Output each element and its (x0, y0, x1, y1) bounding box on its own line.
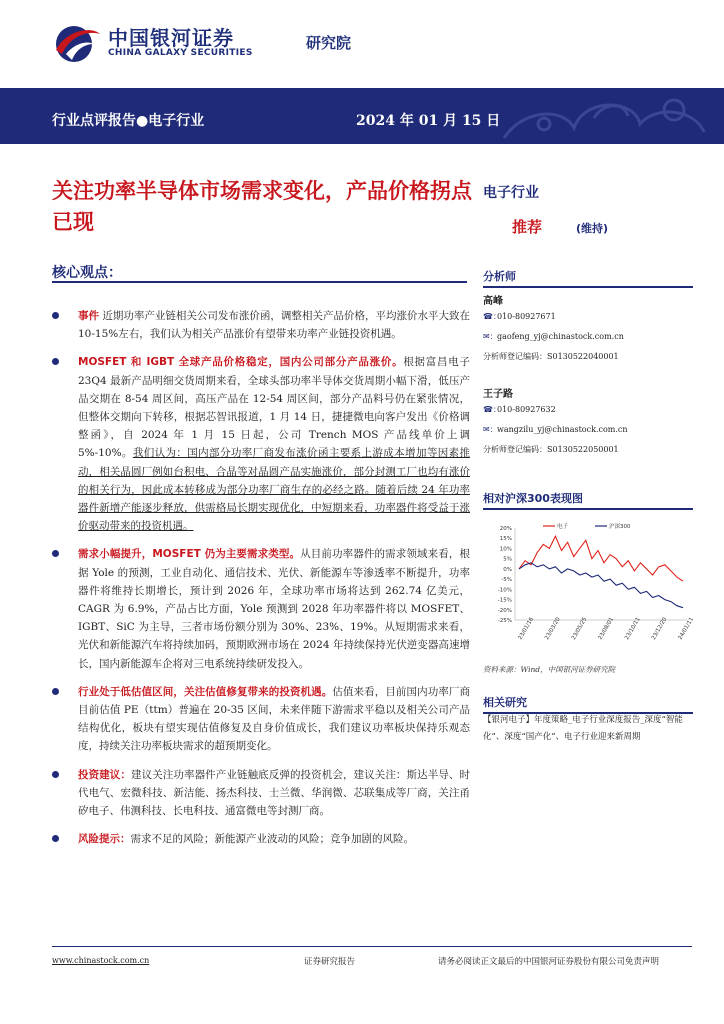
brand-header (52, 18, 352, 68)
report-title: 关注功率半导体市场需求变化，产品价格拐点已现 (52, 179, 472, 234)
chart-divider (483, 508, 693, 510)
report-date: 2024 年 01 月 15 日 (356, 113, 501, 129)
bullet-lead: 投资建议： (78, 768, 131, 781)
legend-label: 电子 (557, 524, 569, 530)
email-link[interactable]: gaofeng_yj@chinastock.com.cn (497, 331, 624, 341)
analyst-name: 王子路 (483, 388, 513, 400)
chart-section (483, 490, 693, 510)
analyst-phone (483, 400, 693, 420)
bullet-text: 根据富昌电子 23Q4 最新产品明细交货周期来看，全球头部功率半导体交货周期小幅下滑，低压产品交期在 8-54 周区间，高压产品在 12-54 周区间，部分产品料号仍在紧张情况，但整体交期向下转移，根据芯智讯报道，1 月 14 日，捷捷微电向客户发出《价格调整函》，自 2024 年 1 月 15 日起，公司 Trench MOS 产品线单价上调 5%-10%。 (78, 356, 471, 460)
phone-icon: ☎： (483, 404, 501, 414)
brand-division: 研究院 (306, 34, 352, 52)
phone-value: 010-80927632 (497, 404, 556, 414)
bullet-lead: 行业处于低估值区间，关注估值修复带来的投资机遇。 (78, 685, 333, 698)
report-banner (0, 88, 724, 144)
x-tick-label: 23/03/20 (544, 616, 562, 641)
analyst-email[interactable] (483, 327, 693, 347)
analyst-header: 分析师 (483, 270, 516, 283)
bullet-risk (52, 830, 470, 848)
bullet-lead: MOSFET 和 IGBT 全球产品价格稳定，国内公司部分产品涨价。 (78, 356, 404, 369)
bullet-underlined: 我们认为：国内部分功率厂商发布涨价函主要系上游成本增加等因素推动，相关晶圆厂例如台积电、合晶等对晶圆产品实施涨价，部分封测工厂也均有涨价的相关行为，因此成本转移成为部分功率厂商生存的必经之路。随着后续 24 年功率器件新增产能逐步释放，供需格局长期实现优化，中短期来看，功率器件将受益于涨价驱动带来的投资机遇。 (78, 447, 471, 533)
core-bullets (52, 307, 470, 858)
core-view-title: 核心观点： (52, 265, 122, 281)
footer-url[interactable]: www.chinastock.com.cn (52, 956, 150, 965)
y-tick-label: 0% (503, 566, 512, 573)
y-tick-label: -5% (501, 577, 512, 584)
y-tick-label: -20% (497, 607, 512, 614)
rating-label: 推荐 (512, 218, 543, 236)
x-tick-label: 23/01/16 (517, 616, 536, 641)
bullet-event (52, 307, 470, 343)
bullet-demand (52, 545, 470, 672)
y-tick-label: 15% (499, 536, 512, 543)
bullet-advice (52, 766, 470, 821)
bullet-valuation (52, 683, 470, 756)
related-report-link[interactable]: 【银河电子】年度策略_电子行业深度报告_深度“智能化”、深度“国产化”、电子行业迎来新周期 (483, 715, 683, 742)
x-tick-label: 23/12/20 (650, 616, 669, 641)
brand-en-name: CHINA GALAXY SECURITIES (108, 48, 253, 58)
y-tick-label: -15% (497, 597, 512, 604)
y-tick-label: 20% (499, 526, 512, 532)
footer-divider (52, 946, 692, 947)
x-tick-label: 23/08/01 (597, 616, 616, 641)
bullet-text: 近期功率产业链相关公司发布涨价函，调整相关产品价格，平均涨价水平大致在 10-15%左右，我们认为相关产品涨价有望带来功率产业链投资机遇。 (78, 310, 471, 341)
relative-performance-chart (483, 522, 696, 652)
series-line-电子 (519, 536, 683, 581)
series-line-沪深300 (519, 563, 683, 608)
bullet-price (52, 353, 470, 535)
footer-report-type: 证券研究报告 (304, 957, 356, 967)
report-type: 行业点评报告●电子行业 (52, 113, 205, 129)
y-tick-label: -25% (497, 618, 512, 624)
rating-note: (维持) (576, 222, 609, 235)
chart-header: 相对沪深300表现图 (483, 492, 583, 505)
footer-disclaimer: 请务必阅读正文最后的中国银河证券股份有限公司免责声明 (438, 957, 660, 967)
bullet-dot-icon (52, 835, 59, 842)
chart-source: 资料来源：Wind，中国银河证券研究院 (483, 665, 616, 674)
bullet-dot-icon (52, 358, 59, 365)
brand-cn-name: 中国银河证券 (108, 26, 234, 50)
analyst-name: 高峰 (483, 295, 503, 307)
y-tick-label: 5% (503, 556, 512, 563)
email-link[interactable]: wangzilu_yj@chinastock.com.cn (497, 424, 628, 434)
bullet-lead: 事件 (78, 310, 100, 322)
bullet-text: 从目前功率器件的需求领域来看，根据 Yole 的预测，工业自动化、通信技术、光伏、新能源车等渗透率不断提升，功率器件将维持长期增长，预计到 2026 年，全球功率市场将达到 262.74 亿美元，CAGR 为 6.9%，产品占比方面，Yole 预测到 2028 年功率器件将以 MOSFET、IGBT、SiC 为主导，三者市场份额分别为 30%、23%、19%。从短期需求来看，光伏和新能源汽车将持续加码，预期欧洲市场在 2024 年持续保持光伏逆变器高速增长，国内新能源车企将对三电系统持续研发投入。 (78, 548, 470, 670)
x-tick-label: 24/01/11 (677, 616, 696, 641)
mail-icon: ✉： (483, 424, 498, 434)
analyst-phone (483, 307, 693, 327)
phone-icon: ☎： (483, 311, 501, 321)
analyst-divider (483, 286, 693, 288)
bullet-dot-icon (52, 688, 59, 695)
sector-label: 电子行业 (483, 185, 539, 201)
y-tick-label: 10% (499, 546, 512, 553)
bullet-text: 需求不足的风险；新能源产业波动的风险；竞争加剧的风险。 (130, 833, 414, 846)
bullet-dot-icon (52, 550, 59, 557)
legend-label: 沪深300 (609, 524, 631, 530)
analyst-email[interactable] (483, 420, 693, 440)
phone-value: 010-80927671 (497, 311, 556, 321)
galaxy-swoosh-icon (52, 20, 102, 66)
bullet-lead: 风险提示： (78, 833, 131, 846)
related-section (483, 694, 693, 714)
x-tick-label: 23/10/11 (624, 616, 642, 641)
bullet-dot-icon (52, 771, 59, 778)
x-tick-label: 23/05/25 (570, 616, 589, 641)
bullet-text: 估值来看，目前国内功率厂商目前估值 PE（ttm）普遍在 20-35 区间，未来伴随下游需求平稳以及相关公司产品结构优化，板块有望实现估值修复及自身价值成长，我们建议功率板块保持乐观态度，持续关注功率板块需求的超预期变化。 (78, 685, 471, 753)
bullet-dot-icon (52, 312, 59, 319)
related-header: 相关研究 (483, 696, 527, 709)
analyst-cert: 分析师登记编码：S0130522050001 (483, 444, 619, 454)
analyst-cert: 分析师登记编码：S0130522040001 (483, 351, 619, 361)
core-divider (52, 281, 467, 283)
y-tick-label: -10% (497, 587, 512, 594)
mail-icon: ✉： (483, 331, 498, 341)
bullet-lead: 需求小幅提升，MOSFET 仍为主要需求类型。 (78, 548, 301, 561)
analyst-section (483, 268, 693, 460)
bullet-text: 建议关注功率器件产业链触底反弹的投资机会，建议关注：斯达半导、时代电气、宏微科技、新洁能、扬杰科技、士兰微、华润微、芯联集成等厂商，关注甬矽电子、伟测科技、长电科技、通富微电等封测厂商。 (78, 768, 471, 818)
